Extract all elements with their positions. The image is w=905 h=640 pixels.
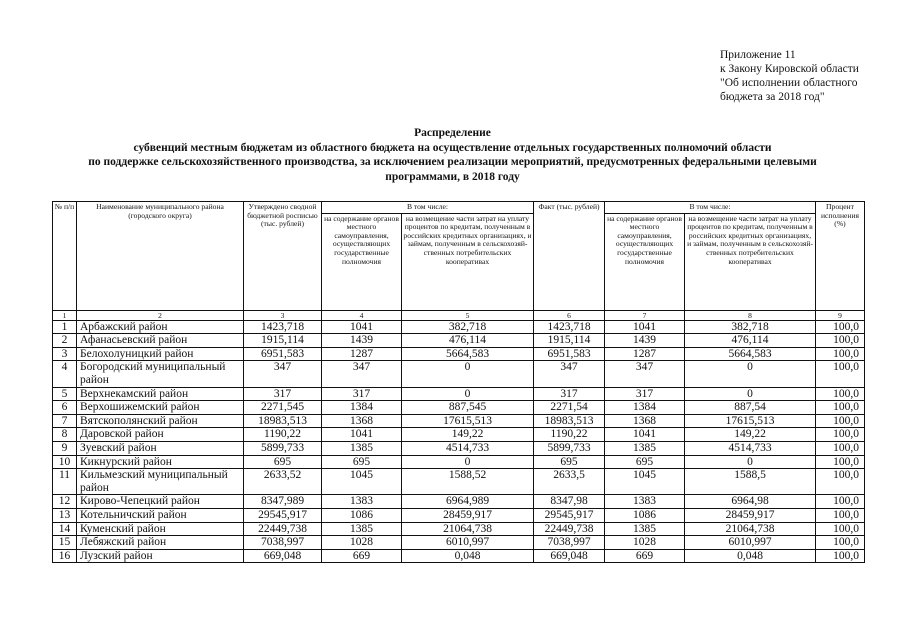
reimbursement-approved: 887,545 [402,401,534,415]
district-name: Вятскополянский район [77,414,244,428]
maintenance-fact: 1041 [605,428,685,442]
execution-percent: 100,0 [816,361,865,387]
table-row [53,347,865,361]
approved-amount: 29545,917 [244,508,322,522]
header-reimbursement-2: на возмещение части затрат на уплату процентов по кредитам, полученным в российских кредитных организациях, и займам, полученным в сельскохозяй-ственных потребительских кооперативах [685,213,816,310]
fact-amount: 669,048 [534,549,605,563]
reimbursement-approved: 6010,997 [402,536,534,550]
district-name: Арбажский район [77,320,244,334]
table-row [53,361,865,387]
column-numbers-row [53,310,865,320]
colnum-cell: 2 [77,310,244,320]
header-approved: Утверждено сводной бюджетной росписью (тыс. рублей) [244,202,322,311]
maintenance-fact: 1045 [605,469,685,495]
colnum-cell: 6 [534,310,605,320]
colnum-cell: 7 [605,310,685,320]
appendix-line: к Закону Кировской области [720,63,859,75]
execution-percent: 100,0 [816,455,865,469]
approved-amount: 7038,997 [244,536,322,550]
document-title [0,126,905,184]
execution-percent: 100,0 [816,469,865,495]
appendix-line: бюджета за 2018 год" [720,91,825,103]
maintenance-fact: 669 [605,549,685,563]
approved-amount: 18983,513 [244,414,322,428]
row-number: 13 [53,508,77,522]
row-number: 9 [53,441,77,455]
header-including-2: В том числе: [605,202,816,214]
district-name: Кильмезский муниципальный район [77,469,244,495]
reimbursement-fact: 149,22 [685,428,816,442]
approved-amount: 1423,718 [244,320,322,334]
table-row [53,401,865,415]
colnum-cell: 3 [244,310,322,320]
table-row [53,536,865,550]
table-row [53,441,865,455]
title-line: Распределение [414,127,491,139]
maintenance-approved: 1045 [322,469,402,495]
header-num: № п/п [53,202,77,311]
fact-amount: 317 [534,387,605,401]
reimbursement-approved: 1588,52 [402,469,534,495]
maintenance-approved: 1439 [322,334,402,348]
execution-percent: 100,0 [816,387,865,401]
district-name: Лузский район [77,549,244,563]
reimbursement-approved: 0,048 [402,549,534,563]
maintenance-approved: 1086 [322,508,402,522]
row-number: 6 [53,401,77,415]
maintenance-fact: 1383 [605,495,685,509]
execution-percent: 100,0 [816,320,865,334]
reimbursement-approved: 5664,583 [402,347,534,361]
district-name: Кикнурский район [77,455,244,469]
appendix-note [720,48,900,104]
district-name: Белохолуницкий район [77,347,244,361]
row-number: 2 [53,334,77,348]
title-line: по поддержке сельскохозяйственного производства, за исключением реализации мероприятий, предусмотренных федеральными целевыми [88,156,817,168]
execution-percent: 100,0 [816,347,865,361]
colnum-cell: 8 [685,310,816,320]
maintenance-fact: 1086 [605,508,685,522]
header-fact: Факт (тыс. рублей) [534,202,605,311]
maintenance-approved: 1383 [322,495,402,509]
reimbursement-fact: 887,54 [685,401,816,415]
approved-amount: 1915,114 [244,334,322,348]
maintenance-fact: 1439 [605,334,685,348]
table-row [53,549,865,563]
table-row [53,387,865,401]
fact-amount: 7038,997 [534,536,605,550]
subventions-table [52,201,865,563]
execution-percent: 100,0 [816,414,865,428]
execution-percent: 100,0 [816,508,865,522]
row-number: 8 [53,428,77,442]
colnum-cell: 4 [322,310,402,320]
fact-amount: 8347,98 [534,495,605,509]
reimbursement-fact: 4514,733 [685,441,816,455]
title-line: программами, в 2018 году [385,170,520,183]
maintenance-approved: 1287 [322,347,402,361]
fact-amount: 29545,917 [534,508,605,522]
header-maintenance-1: на содержание органов местного самоуправления, осуществляющих государственные полномочия [322,213,402,310]
execution-percent: 100,0 [816,549,865,563]
execution-percent: 100,0 [816,441,865,455]
row-number: 7 [53,414,77,428]
district-name: Куменский район [77,522,244,536]
colnum-cell: 1 [53,310,77,320]
reimbursement-fact: 21064,738 [685,522,816,536]
maintenance-fact: 695 [605,455,685,469]
reimbursement-approved: 4514,733 [402,441,534,455]
approved-amount: 1190,22 [244,428,322,442]
district-name: Богородский муниципальный район [77,361,244,387]
district-name: Верхошижемский район [77,401,244,415]
title-line: субвенций местным бюджетам из областного бюджета на осуществление отдельных государственных полномочий области [133,141,772,154]
maintenance-fact: 1384 [605,401,685,415]
maintenance-approved: 669 [322,549,402,563]
header-maintenance-2: на содержание органов местного самоуправления, осуществляющих государственные полномочия [605,213,685,310]
header-reimbursement-1: на возмещение части затрат на уплату процентов по кредитам, полученным в российских кредитных организациях, и займам, полученным в сельскохозяй-ственных потребительских кооперативах [402,213,534,310]
district-name: Кирово-Чепецкий район [77,495,244,509]
reimbursement-approved: 0 [402,387,534,401]
fact-amount: 1190,22 [534,428,605,442]
reimbursement-fact: 1588,5 [685,469,816,495]
row-number: 15 [53,536,77,550]
reimbursement-approved: 21064,738 [402,522,534,536]
district-name: Зуевский район [77,441,244,455]
execution-percent: 100,0 [816,495,865,509]
row-number: 5 [53,387,77,401]
reimbursement-approved: 6964,989 [402,495,534,509]
maintenance-approved: 1368 [322,414,402,428]
approved-amount: 6951,583 [244,347,322,361]
row-number: 1 [53,320,77,334]
row-number: 14 [53,522,77,536]
row-number: 12 [53,495,77,509]
approved-amount: 8347,989 [244,495,322,509]
header-percent: Процент исполнения (%) [816,202,865,311]
maintenance-fact: 317 [605,387,685,401]
district-name: Афанасьевский район [77,334,244,348]
reimbursement-fact: 6010,997 [685,536,816,550]
reimbursement-approved: 0 [402,361,534,387]
appendix-line: Приложение 11 [720,49,796,61]
approved-amount: 695 [244,455,322,469]
reimbursement-fact: 17615,513 [685,414,816,428]
execution-percent: 100,0 [816,536,865,550]
reimbursement-fact: 6964,98 [685,495,816,509]
reimbursement-fact: 476,114 [685,334,816,348]
reimbursement-approved: 28459,917 [402,508,534,522]
maintenance-approved: 317 [322,387,402,401]
maintenance-fact: 347 [605,361,685,387]
approved-amount: 347 [244,361,322,387]
table-row [53,414,865,428]
table-row [53,320,865,334]
district-name: Котельничский район [77,508,244,522]
reimbursement-fact: 0 [685,361,816,387]
table-row [53,428,865,442]
table-row [53,508,865,522]
maintenance-approved: 347 [322,361,402,387]
district-name: Верхнекамский район [77,387,244,401]
fact-amount: 1423,718 [534,320,605,334]
row-number: 4 [53,361,77,387]
reimbursement-fact: 0 [685,387,816,401]
maintenance-fact: 1287 [605,347,685,361]
colnum-cell: 5 [402,310,534,320]
maintenance-approved: 1041 [322,428,402,442]
maintenance-approved: 1028 [322,536,402,550]
maintenance-approved: 1385 [322,441,402,455]
maintenance-fact: 1385 [605,441,685,455]
maintenance-fact: 1385 [605,522,685,536]
reimbursement-fact: 28459,917 [685,508,816,522]
row-number: 16 [53,549,77,563]
fact-amount: 2633,5 [534,469,605,495]
row-number: 10 [53,455,77,469]
appendix-line: "Об исполнении областного [720,77,858,89]
fact-amount: 347 [534,361,605,387]
table-row [53,455,865,469]
maintenance-approved: 1041 [322,320,402,334]
maintenance-approved: 1384 [322,401,402,415]
approved-amount: 2633,52 [244,469,322,495]
execution-percent: 100,0 [816,522,865,536]
execution-percent: 100,0 [816,401,865,415]
maintenance-approved: 1385 [322,522,402,536]
table-row [53,334,865,348]
execution-percent: 100,0 [816,334,865,348]
header-name: Наименование муниципального района (городского округа) [77,202,244,311]
approved-amount: 669,048 [244,549,322,563]
reimbursement-fact: 0,048 [685,549,816,563]
row-number: 11 [53,469,77,495]
fact-amount: 18983,513 [534,414,605,428]
row-number: 3 [53,347,77,361]
maintenance-fact: 1028 [605,536,685,550]
fact-amount: 5899,733 [534,441,605,455]
fact-amount: 695 [534,455,605,469]
reimbursement-approved: 382,718 [402,320,534,334]
district-name: Лебяжский район [77,536,244,550]
approved-amount: 317 [244,387,322,401]
maintenance-fact: 1368 [605,414,685,428]
fact-amount: 1915,114 [534,334,605,348]
reimbursement-fact: 382,718 [685,320,816,334]
district-name: Даровской район [77,428,244,442]
fact-amount: 6951,583 [534,347,605,361]
fact-amount: 2271,54 [534,401,605,415]
reimbursement-approved: 149,22 [402,428,534,442]
table-row [53,522,865,536]
reimbursement-approved: 476,114 [402,334,534,348]
maintenance-approved: 695 [322,455,402,469]
execution-percent: 100,0 [816,428,865,442]
table-row [53,495,865,509]
approved-amount: 5899,733 [244,441,322,455]
approved-amount: 22449,738 [244,522,322,536]
reimbursement-fact: 0 [685,455,816,469]
maintenance-fact: 1041 [605,320,685,334]
reimbursement-fact: 5664,583 [685,347,816,361]
reimbursement-approved: 17615,513 [402,414,534,428]
header-including-1: В том числе: [322,202,534,214]
colnum-cell: 9 [816,310,865,320]
table-row [53,469,865,495]
reimbursement-approved: 0 [402,455,534,469]
fact-amount: 22449,738 [534,522,605,536]
approved-amount: 2271,545 [244,401,322,415]
